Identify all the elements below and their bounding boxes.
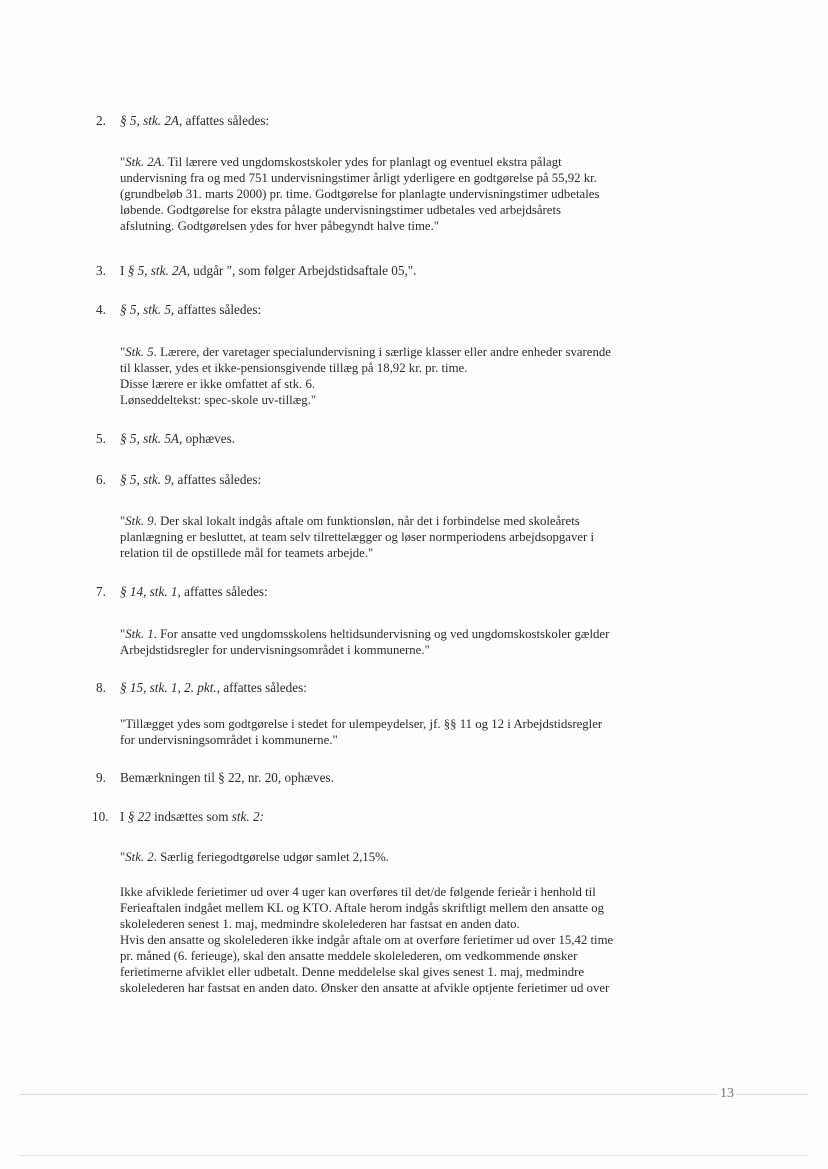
section-reference: § 5, stk. 2A	[120, 113, 179, 128]
footer-divider	[20, 1094, 808, 1095]
quote-stk-2: "Stk. 2. Særlig feriegodtgørelse udgør samlet 2,15%.	[120, 850, 389, 864]
quote-stk-5: "Stk. 5. Lærere, der varetager specialundervisning i særlige klasser eller andre enheder svarende til klasser, ydes et ikke-pensionsgivende tillæg på 18,92 kr. pr. time. Disse lærere er ikke omfattet af stk. 6. Lønseddeltekst: spec-skole uv-tillæg."	[120, 345, 611, 407]
item-number: 8.	[96, 680, 106, 695]
quote-tillaeg: "Tillægget ydes som godtgørelse i stedet for ulempeydelser, jf. §§ 11 og 12 i Arbejdstidsregler for undervisningsområdet i kommunerne."	[120, 717, 603, 747]
item-number: 6.	[96, 472, 106, 487]
item-number: 4.	[96, 302, 106, 317]
item-number: 10.	[92, 809, 109, 824]
paragraph-ferietimer: Ikke afviklede ferietimer ud over 4 uger kan overføres til det/de følgende ferieår i henhold til Ferieaftalen indgået mellem KL og KTO. Aftale herom indgås skriftligt mellem den ansatte og skolelederen senest 1. maj, medmindre skolelederen har fastsat en anden dato. Hvis den ansatte og skolelederen ikke indgår aftale om at overføre ferietimer ud over 15,42 time pr. måned (6. ferieuge), skal den ansatte meddele skolelederen, om vedkommende ønsker ferietimerne afviklet eller udbetalt. Denne meddelelse skal gives senest 1. maj, medmindre skolelederen har fastsat en anden dato. Ønsker den ansatte at afvikle optjente ferietimer ud over	[120, 885, 614, 995]
document-page: 2. § 5, stk. 2A, affattes således: "Stk. 2A. Til lærere ved ungdomskostskoler ydes for planlagt og eventuel ekstra pålagt undervisning fra og med 751 undervisningstimer årligt yderligere en godtgørelse på 55,92 kr. (grundbeløb 31. marts 2000) pr. time. Godtgørelse for planlagte undervisningstimer udbetales løbende. Godtgørelse for ekstra pålagte undervisningstimer udbetales ved arbejdsårets afslutning. Godtgørelsen ydes for hver påbegyndt halve time." 3. I § 5, stk. 2A, udgår ", som følger Arbejdstidsaftale 05,". 4. § 5, stk. 5, affattes således: "Stk. 5. Lærere, der varetager specialundervisning i særlige klasser eller andre enheder svarende til klasser, ydes et ikke-pensionsgivende tillæg på 18,92 kr. pr. time. Disse lærere er ikke omfattet af stk. 6. Lønseddeltekst: spec-skole uv-tillæg." 5. § 5, stk. 5A, ophæves. 6. § 5, stk. 9, affattes således: "Stk. 9. Der skal lokalt indgås aftale om funktionsløn, når det i forbindelse med skoleårets planlægning er besluttet, at team selv tilrettelægger og løser normperiodens arbejdsopgaver i relation til de opstillede mål for teamets arbejde." 7. § 14, stk. 1, affattes således: "Stk. 1. For ansatte ved ungdomsskolens heltidsundervisning og ved ungdomskostskoler gælder Arbejdstidsregler for undervisningsområdet i kommunerne." 8. § 15, stk. 1, 2. pkt., affattes således: "Tillægget ydes som godtgørelse i stedet for ulempeydelser, jf. §§ 11 og 12 i Arbejdstidsregler for undervisningsområdet i kommunerne." 9. Bemærkningen til § 22, nr. 20, ophæves. 10. I § 22 indsættes som stk. 2: "Stk. 2. Særlig feriegodtgørelse udgør samlet 2,15%. Ikke afviklede ferietimer ud over 4 uger kan overføres til det/de følgende ferieår i henhold til Ferieaftalen indgået mellem KL og KTO. Aftale herom indgås skriftligt mellem den ansatte og skolelederen senest 1. maj, medmindre skolelederen har fastsat en anden dato. Hvis den ansatte og skolelederen ikke indgår aftale om at overføre ferietimer ud over 15,42 time pr. måned (6. ferieuge), skal den ansatte meddele skolelederen, om vedkommende ønsker ferietimerne afviklet eller udbetalt. Denne meddelelse skal gives senest 1. maj, medmindre skolelederen har fastsat en anden dato. Ønsker den ansatte at afvikle optjente ferietimer ud over 13	[0, 0, 828, 1169]
section-reference: § 5, stk. 5A	[120, 431, 179, 446]
section-reference: § 15, stk. 1, 2. pkt.	[120, 680, 217, 695]
section-reference: § 14, stk. 1	[120, 584, 178, 599]
quote-stk-2a: "Stk. 2A. Til lærere ved ungdomskostskoler ydes for planlagt og eventuel ekstra pålagt undervisning fra og med 751 undervisningstimer årligt yderligere en godtgørelse på 55,92 kr. (grundbeløb 31. marts 2000) pr. time. Godtgørelse for planlagte undervisningstimer udbetales løbende. Godtgørelse for ekstra pålagte undervisningstimer udbetales ved arbejdsårets afslutning. Godtgørelsen ydes for hver påbegyndt halve time."	[120, 155, 600, 233]
quote-stk-9: "Stk. 9. Der skal lokalt indgås aftale om funktionsløn, når det i forbindelse med skoleårets planlægning er besluttet, at team selv tilrettelægger og løser normperiodens arbejdsopgaver i relation til de opstillede mål for teamets arbejde."	[120, 514, 595, 560]
section-reference: § 22	[127, 809, 151, 824]
section-reference: § 5, stk. 5	[120, 302, 171, 317]
section-reference: § 5, stk. 9	[120, 472, 171, 487]
item-number: 2.	[96, 113, 106, 128]
page-number: 13	[720, 1086, 734, 1101]
item-number: 5.	[96, 431, 106, 446]
item-number: 3.	[96, 263, 106, 278]
section-reference: § 5, stk. 2A	[127, 263, 187, 278]
item-number: 9.	[96, 770, 106, 785]
bottom-edge-line	[20, 1155, 808, 1156]
quote-stk-1: "Stk. 1. For ansatte ved ungdomsskolens heltidsundervisning og ved ungdomskostskoler gælder Arbejdstidsregler for undervisningsområdet i kommunerne."	[120, 627, 610, 657]
item-number: 7.	[96, 584, 106, 599]
